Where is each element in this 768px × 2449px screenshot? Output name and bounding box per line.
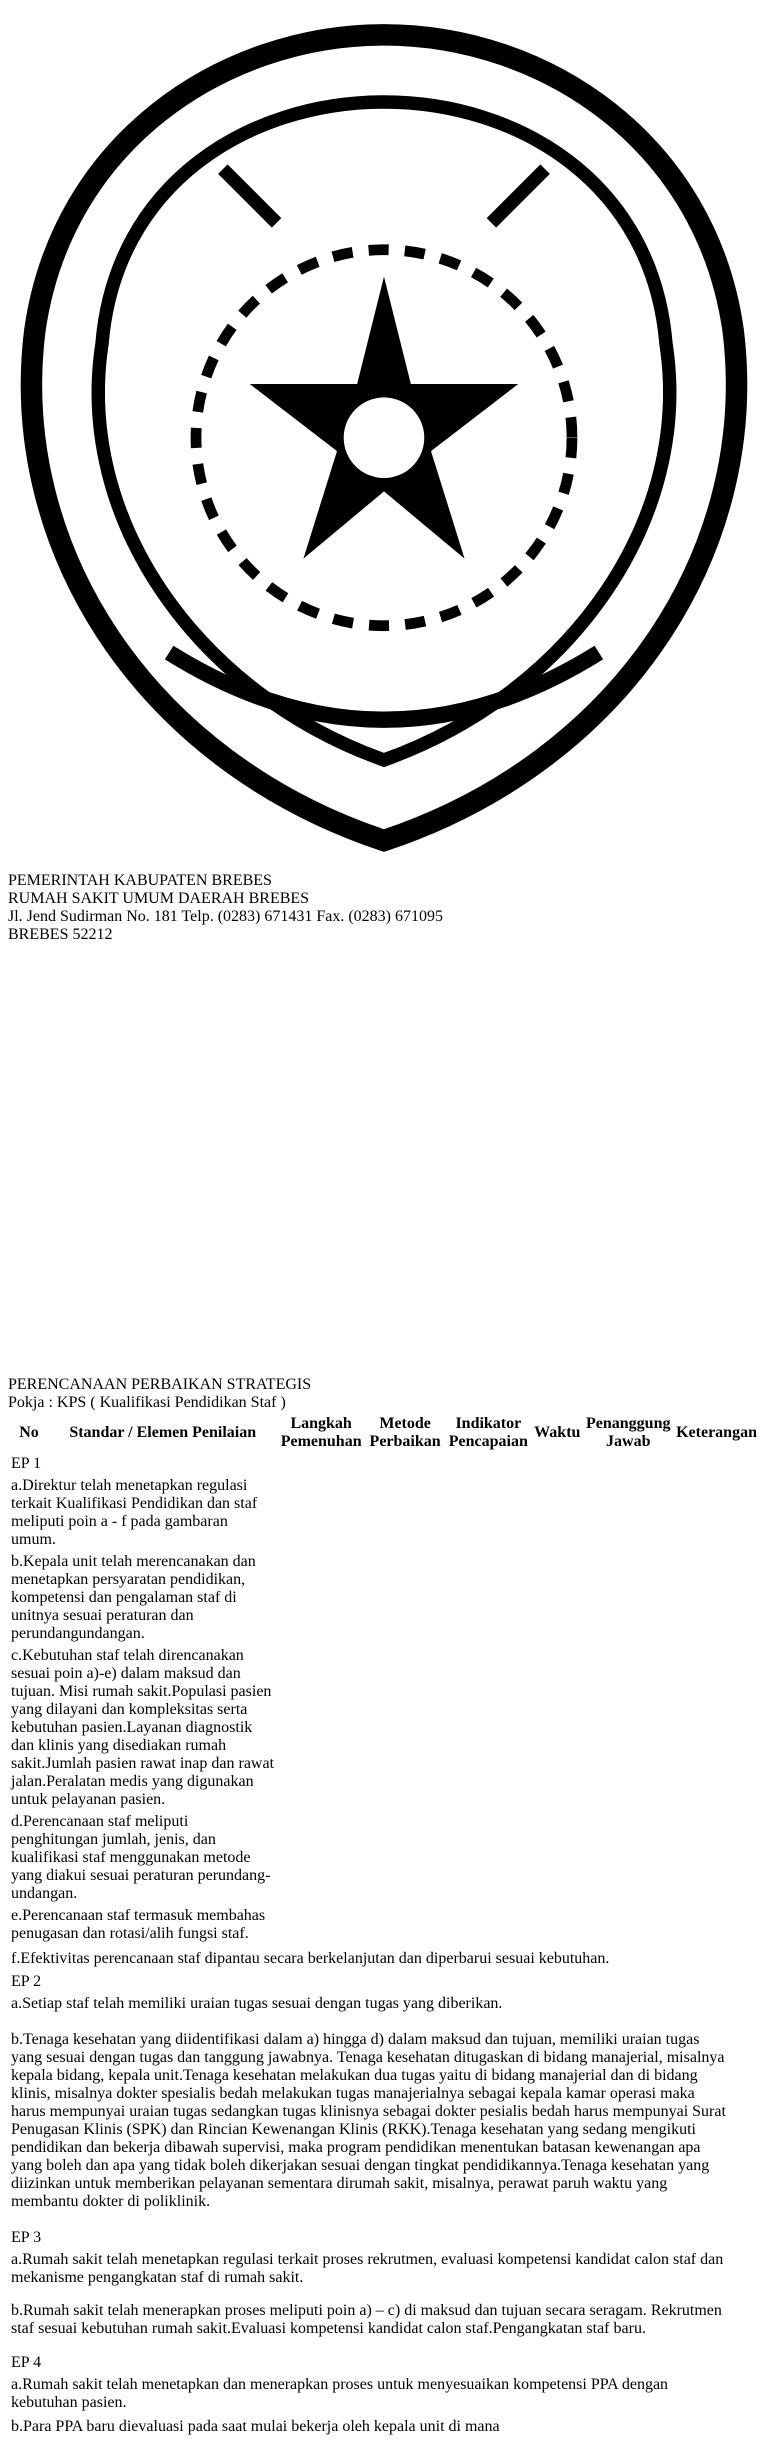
rule-line	[8, 1344, 760, 1364]
element-cell: f.Efektivitas perencanaan staf dipantau secara berkelanjutan dan diperbarui sesuai kebutuhan.	[11, 1950, 610, 1968]
header-hospital-name: RUMAH SAKIT UMUM DAERAH BREBES	[8, 890, 310, 908]
table-header-row	[10, 1414, 758, 1452]
input-cell[interactable]	[533, 1812, 581, 1904]
input-cell[interactable]	[583, 1812, 673, 1904]
strategic-plan-table	[8, 1412, 760, 1946]
table-row	[10, 2250, 758, 2288]
element-cell: a.Rumah sakit telah menetapkan regulasi terkait proses rekrutmen, evaluasi kompetensi kandidat calon staf dan mekanisme pengangkatan staf di rumah sakit.	[11, 2251, 724, 2287]
input-cell[interactable]	[533, 1906, 581, 1944]
brebes-regency-seal-logo	[8, 8, 760, 867]
rule-line	[8, 1214, 760, 1249]
input-cell[interactable]	[583, 1476, 673, 1550]
table-row	[10, 1994, 758, 2014]
element-cell: e.Perencanaan staf termasuk membahas penugasan dan rotasi/alih fungsi staf.	[11, 1907, 266, 1943]
rule-line	[8, 1102, 760, 1120]
input-cell[interactable]	[446, 1812, 532, 1904]
ep-label: EP 2	[11, 1973, 42, 1991]
input-cell[interactable]	[675, 1552, 758, 1644]
input-cell[interactable]	[736, 2290, 738, 2350]
input-cell[interactable]	[756, 2250, 758, 2288]
input-cell[interactable]	[278, 1646, 365, 1810]
input-cell[interactable]	[736, 2016, 738, 2225]
rule-line	[8, 1176, 760, 1196]
input-cell[interactable]	[752, 2375, 754, 2413]
element-cell: c.Kebutuhan staf telah direncanakan sesuai poin a)-e) dalam maksud dan tujuan. Misi rumah sakit.Populasi pasien yang dilayani dan kompleksitas serta kebutuhan pasien.Layanan diagnostik dan klinis yang disediakan rumah sakit.Jumlah pasien rawat inap dan rawat jalan.Peralatan medis yang digunakan untuk pelayanan pasien.	[11, 1647, 275, 1809]
input-cell[interactable]	[740, 2415, 742, 2439]
input-cell[interactable]	[756, 1994, 758, 2014]
ep-label: EP 4	[11, 2353, 42, 2371]
input-cell[interactable]	[748, 1994, 750, 2014]
input-cell[interactable]	[736, 2415, 738, 2439]
input-cell[interactable]	[752, 2415, 754, 2439]
ep-header-row	[10, 2352, 758, 2373]
element-cell: a.Setiap staf telah memiliki uraian tugas sesuai dengan tugas yang diberikan.	[11, 1995, 503, 2013]
input-cell[interactable]	[748, 2375, 750, 2413]
input-cell[interactable]	[367, 1906, 444, 1944]
rule-line	[8, 1156, 760, 1176]
input-cell[interactable]	[533, 1476, 581, 1550]
input-cell[interactable]	[752, 2290, 754, 2350]
col-header-time: Waktu	[534, 1424, 581, 1442]
input-cell[interactable]	[736, 2250, 738, 2288]
rule-line	[8, 1084, 760, 1102]
input-cell[interactable]	[748, 1948, 750, 1970]
input-cell[interactable]	[740, 1948, 742, 1970]
input-cell[interactable]	[446, 1552, 532, 1644]
table-row	[10, 2375, 758, 2413]
input-cell[interactable]	[446, 1476, 532, 1550]
input-cell[interactable]	[446, 1646, 532, 1810]
table-row	[10, 1552, 758, 1644]
input-cell[interactable]	[748, 2415, 750, 2439]
input-cell[interactable]	[533, 1552, 581, 1644]
rule-line	[8, 1138, 760, 1156]
pokja-value: KPS ( Kualifikasi Pendidikan Staf )	[56, 1394, 286, 1412]
input-cell[interactable]	[756, 1948, 758, 1970]
input-cell[interactable]	[533, 1646, 581, 1810]
ep-label: EP 3	[11, 2228, 42, 2246]
input-cell[interactable]	[752, 1948, 754, 1970]
input-cell[interactable]	[278, 1812, 365, 1904]
input-cell[interactable]	[748, 2290, 750, 2350]
element-cell: a.Direktur telah menetapkan regulasi terkait Kualifikasi Pendidikan dan staf meliputi poin a - f pada gambaran umum.	[11, 1477, 258, 1549]
input-cell[interactable]	[367, 1646, 444, 1810]
input-cell[interactable]	[744, 2415, 746, 2439]
input-cell[interactable]	[744, 2375, 746, 2413]
table-row	[10, 2415, 758, 2439]
rule-line	[8, 1284, 760, 1304]
pokja-colon: :	[48, 1394, 53, 1412]
rule-line	[8, 944, 760, 1084]
ep-label: EP 1	[11, 1455, 42, 1473]
input-cell[interactable]	[736, 2375, 738, 2413]
input-cell[interactable]	[752, 1994, 754, 2014]
element-cell: b.Rumah sakit telah menerapkan proses meliputi poin a) – c) di maksud dan tujuan secara seragam. Rekrutmen staf sesuai kebutuhan rumah sakit.Evaluasi kompetensi kandidat calon staf.Pengangkatan staf baru.	[11, 2302, 722, 2338]
input-cell[interactable]	[756, 2290, 758, 2350]
input-cell[interactable]	[748, 2016, 750, 2225]
table-row	[10, 2016, 758, 2225]
col-header-responsible: Penanggung Jawab	[586, 1415, 671, 1451]
input-cell[interactable]	[744, 2016, 746, 2225]
ep-header-row	[10, 2227, 758, 2248]
input-cell[interactable]	[740, 2016, 742, 2225]
rule-line	[8, 1196, 760, 1214]
input-cell[interactable]	[675, 1646, 758, 1810]
input-cell[interactable]	[675, 1476, 758, 1550]
input-cell[interactable]	[744, 2290, 746, 2350]
input-cell[interactable]	[740, 1994, 742, 2014]
input-cell[interactable]	[736, 1994, 738, 2014]
pokja-label: Pokja	[8, 1394, 45, 1412]
input-cell[interactable]	[752, 2250, 754, 2288]
header-postal-city: BREBES 52212	[8, 926, 113, 944]
element-cell: b.Kepala unit telah merencanakan dan menetapkan persyaratan pendidikan, kompetensi dan pengalaman staf di unitnya sesuai peraturan dan perundangundangan.	[11, 1553, 256, 1643]
ep-header-row	[10, 1972, 758, 1992]
input-cell[interactable]	[278, 1906, 365, 1944]
input-cell[interactable]	[367, 1476, 444, 1550]
input-cell[interactable]	[756, 2016, 758, 2225]
table-row	[10, 1906, 758, 1944]
input-cell[interactable]	[583, 1552, 673, 1644]
input-cell[interactable]	[756, 2375, 758, 2413]
input-cell[interactable]	[752, 2016, 754, 2225]
pokja-line	[8, 1394, 760, 1412]
ep-header-row	[10, 1454, 758, 1474]
element-cell: a.Rumah sakit telah menetapkan dan menerapkan proses untuk menyesuaikan kompetensi PPA dengan kebutuhan pasien.	[11, 2376, 669, 2412]
table-row	[10, 2290, 758, 2350]
input-cell[interactable]	[675, 1906, 758, 1944]
input-cell[interactable]	[446, 1906, 532, 1944]
input-cell[interactable]	[278, 1476, 365, 1550]
input-cell[interactable]	[756, 2415, 758, 2439]
element-cell: b.Para PPA baru dievaluasi pada saat mulai bekerja oleh kepala unit di mana	[11, 2418, 500, 2436]
rule-line	[8, 1249, 760, 1284]
input-cell[interactable]	[583, 1906, 673, 1944]
rule-line	[8, 1120, 760, 1138]
col-header-standard: Standar / Elemen Penilaian	[69, 1424, 257, 1442]
input-cell[interactable]	[367, 1812, 444, 1904]
input-cell[interactable]	[740, 2290, 742, 2350]
input-cell[interactable]	[744, 1994, 746, 2014]
input-cell[interactable]	[583, 1646, 673, 1810]
rule-line	[8, 1324, 760, 1344]
input-cell[interactable]	[744, 2250, 746, 2288]
header-government: PEMERINTAH KABUPATEN BREBES	[8, 872, 272, 890]
col-header-indicator: Indikator Pencapaian	[448, 1415, 528, 1451]
strategic-plan-table-continued	[8, 1946, 760, 2441]
header-address: Jl. Jend Sudirman No. 181 Telp. (0283) 671431 Fax. (0283) 671095	[8, 908, 443, 926]
input-cell[interactable]	[740, 2375, 742, 2413]
col-header-no: No	[19, 1424, 39, 1442]
document-title: PERENCANAAN PERBAIKAN STRATEGIS	[8, 1376, 312, 1394]
input-cell[interactable]	[367, 1552, 444, 1644]
input-cell[interactable]	[736, 1948, 738, 1970]
input-cell[interactable]	[744, 1948, 746, 1970]
table-row	[10, 1646, 758, 1810]
input-cell[interactable]	[748, 2250, 750, 2288]
element-cell: b.Tenaga kesehatan yang diidentifikasi dalam a) hingga d) dalam maksud dan tujuan, memiliki uraian tugas yang sesuai dengan tugas dan tanggung jawabnya. Tenaga kesehatan ditugaskan di bidang manajerial, misalnya kepala bidang, kepala unit.Tenaga kesehatan melakukan dua tugas yaitu di bidang manajerial dan di bidang klinis, misalnya dokter spesialis bedah melakukan tugas manajerialnya sebagai kepala kamar operasi maka harus mempunyai uraian tugas sedangkan tugas klinisnya sebagai dokter pesialis bedah harus mempunyai Surat Penugasan Klinis (SPK) dan Rincian Kewenangan Klinis (RKK).Tenaga kesehatan yang sedang mengikuti pendidikan dan bekerja dibawah supervisi, maka program pendidikan menentukan batasan kewenangan apa yang boleh dan apa yang tidak boleh dikerjakan sesuai dengan tingkat pendidikannya.Tenaga kesehatan yang diizinkan untuk memberikan pelayanan sementara dirumah sakit, misalnya, perawat paruh waktu yang membantu dokter di poliklinik.	[11, 2030, 726, 2210]
input-cell[interactable]	[675, 1812, 758, 1904]
table-row	[10, 1476, 758, 1550]
element-cell: d.Perencanaan staf meliputi penghitungan jumlah, jenis, dan kualifikasi staf menggunakan metode yang diakui sesuai peraturan perundang-undangan.	[11, 1813, 271, 1903]
rule-line	[8, 1304, 760, 1324]
rule-line	[8, 1364, 760, 1376]
table-row	[10, 1812, 758, 1904]
input-cell[interactable]	[278, 1552, 365, 1644]
input-cell[interactable]	[740, 2250, 742, 2288]
col-header-notes: Keterangan	[676, 1424, 757, 1442]
col-header-steps: Langkah Pemenuhan	[280, 1415, 362, 1451]
table-row	[10, 1948, 758, 1970]
col-header-method: Metode Perbaikan	[369, 1415, 441, 1451]
